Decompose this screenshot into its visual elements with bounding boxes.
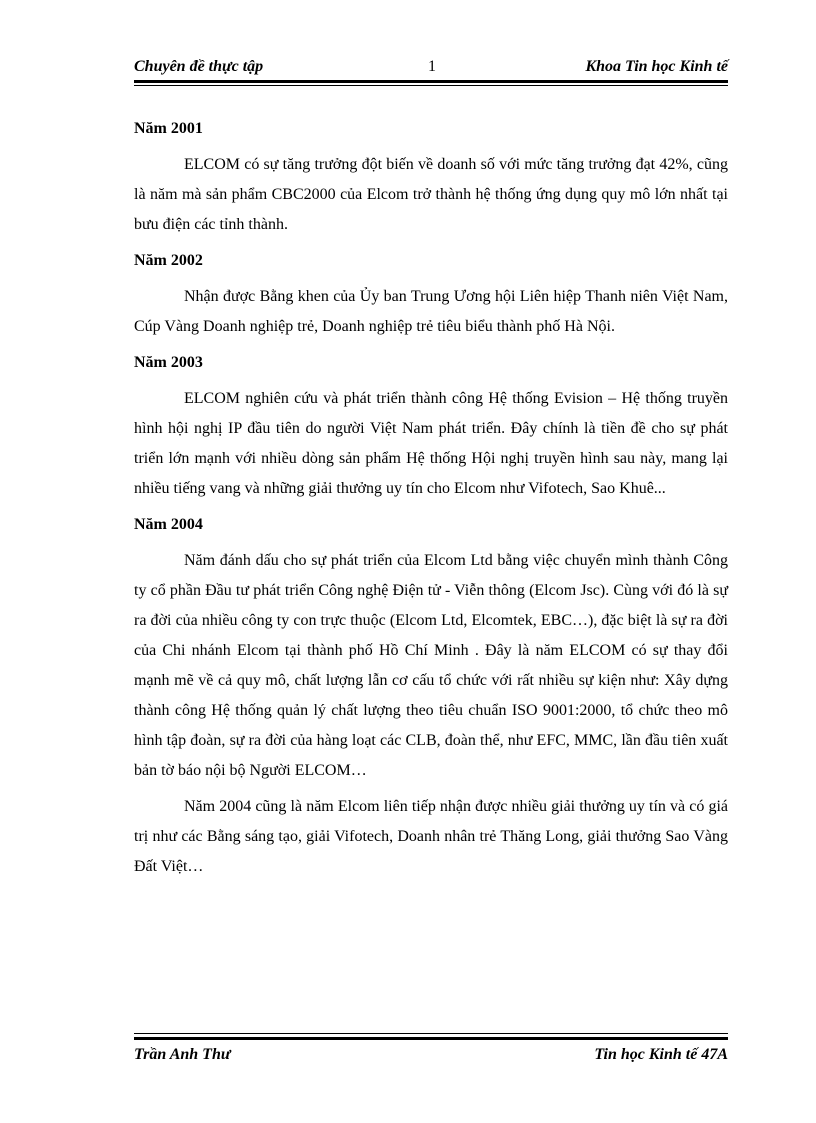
page-header xyxy=(134,58,728,80)
header-rule-thin xyxy=(134,85,728,86)
section-heading-2003: Năm 2003 xyxy=(134,354,203,371)
header-document-title: Chuyên đề thực tập xyxy=(134,58,264,75)
header-rule-thick xyxy=(134,80,728,83)
footer-rule-thin xyxy=(134,1033,728,1034)
footer-author: Trần Anh Thư xyxy=(134,1046,231,1063)
paragraph: Nhận được Bằng khen của Ủy ban Trung Ương hội Liên hiệp Thanh niên Việt Nam, Cúp Vàng Doanh nghiệp trẻ, Doanh nghiệp trẻ tiêu biểu thành phố Hà Nội. xyxy=(134,288,728,335)
section-heading-2001: Năm 2001 xyxy=(134,120,203,137)
paragraph: ELCOM có sự tăng trưởng đột biến về doanh số với mức tăng trưởng đạt 42%, cũng là năm mà sản phẩm CBC2000 của Elcom trở thành hệ thống ứng dụng quy mô lớn nhất tại bưu điện các tỉnh thành. xyxy=(134,156,728,233)
section-heading-2004: Năm 2004 xyxy=(134,516,203,533)
footer-class: Tin học Kinh tế 47A xyxy=(594,1046,728,1063)
document-body xyxy=(134,114,728,888)
header-faculty: Khoa Tin học Kinh tế xyxy=(585,58,728,75)
paragraph: Năm đánh dấu cho sự phát triển của Elcom Ltd bằng việc chuyển mình thành Công ty cổ phần Đầu tư phát triển Công nghệ Điện tử - Viễn thông (Elcom Jsc). Cùng với đó là sự ra đời của nhiều công ty con trực thuộc (Elcom Ltd, Elcomtek, EBC…), đặc biệt là sự ra đời của Chi nhánh Elcom tại thành phố Hồ Chí Minh . Đây là năm ELCOM có sự thay đổi mạnh mẽ về cả quy mô, chất lượng lẫn cơ cấu tổ chức với rất nhiều sự kiện như: Xây dựng thành công Hệ thống quản lý chất lượng theo tiêu chuẩn ISO 9001:2000, tổ chức theo mô hình tập đoàn, sự ra đời của hàng loạt các CLB, đoàn thể, như EFC, MMC, lần đầu tiên xuất bản tờ báo nội bộ Người ELCOM… xyxy=(134,552,728,779)
page-footer xyxy=(134,1046,728,1068)
section-heading-2002: Năm 2002 xyxy=(134,252,203,269)
paragraph: ELCOM nghiên cứu và phát triển thành công Hệ thống Evision – Hệ thống truyền hình hội nghị IP đầu tiên do người Việt Nam phát triển. Đây chính là tiền đề cho sự phát triển lớn mạnh với nhiều dòng sản phẩm Hệ thống Hội nghị truyền hình sau này, mang lại nhiều tiếng vang và những giải thưởng uy tín cho Elcom như Vifotech, Sao Khuê... xyxy=(134,390,728,497)
page-number: 1 xyxy=(428,58,436,75)
footer-rule-thick xyxy=(134,1037,728,1040)
paragraph: Năm 2004 cũng là năm Elcom liên tiếp nhận được nhiều giải thưởng uy tín và có giá trị như các Bằng sáng tạo, giải Vifotech, Doanh nhân trẻ Thăng Long, giải thưởng Sao Vàng Đất Việt… xyxy=(134,798,728,875)
